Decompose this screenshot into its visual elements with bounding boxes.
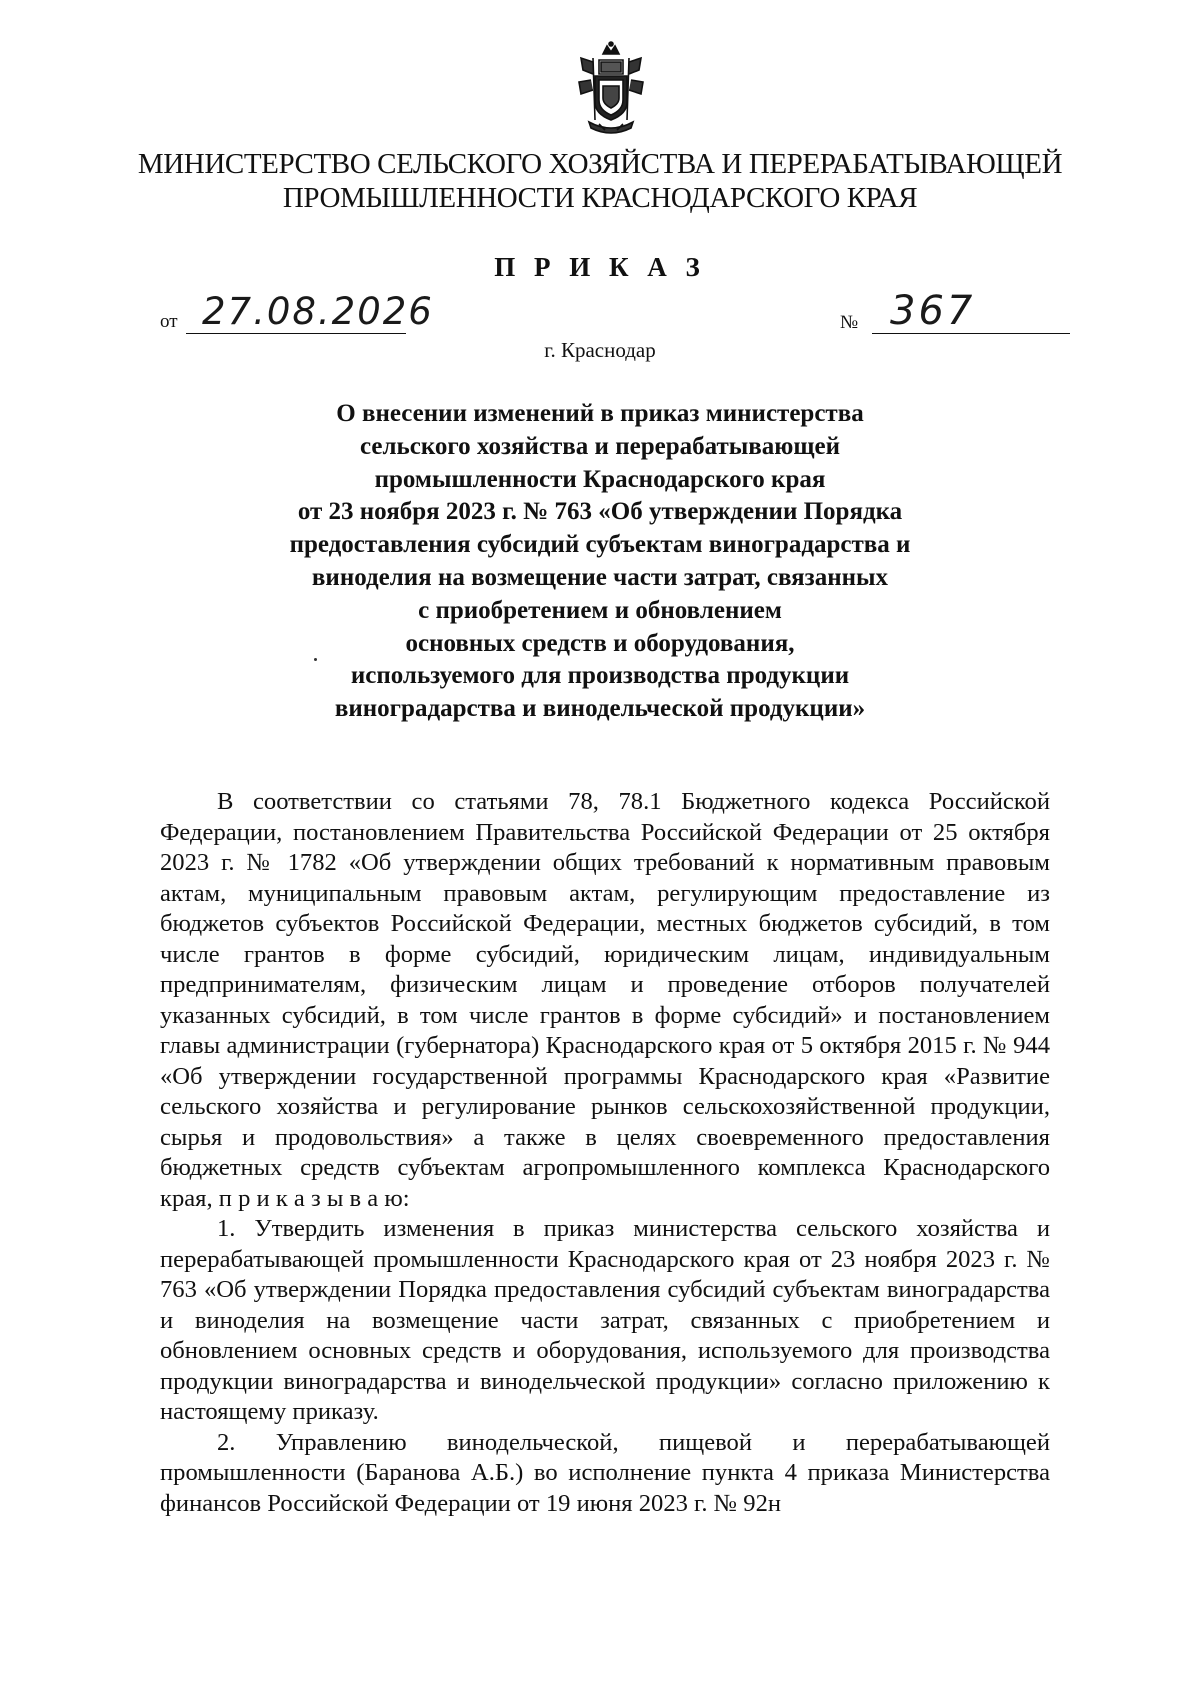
handwritten-number: 367 bbox=[890, 288, 976, 334]
clause-2-paragraph: 2. Управлению винодельческой, пищевой и перерабатывающей промышленности (Баранова А.Б.) во исполнение пункта 4 приказа Министерства финансов Российской Федерации от 19 июня 2023 г. № 92н bbox=[160, 1428, 1050, 1517]
city: г. Краснодар bbox=[544, 338, 656, 362]
number-prefix: № bbox=[840, 312, 859, 333]
handwritten-date: 27.08.2026 bbox=[202, 290, 434, 333]
title-line: сельского хозяйства и перерабатывающей bbox=[360, 432, 840, 460]
ministry-name-line-2: ПРОМЫШЛЕННОСТИ КРАСНОДАРСКОГО КРАЯ bbox=[282, 182, 918, 214]
date-underline bbox=[186, 333, 406, 334]
order-title bbox=[160, 398, 1040, 726]
title-line: от 23 ноября 2023 г. № 763 «Об утверждении Порядка bbox=[297, 498, 903, 526]
title-line: используемого для производства продукции bbox=[350, 662, 850, 690]
krasnodar-coat-of-arms-icon bbox=[577, 40, 645, 138]
title-line: предоставления субсидий субъектам виноградарства и bbox=[289, 531, 911, 559]
order-body bbox=[160, 787, 1050, 1519]
ministry-name bbox=[120, 147, 1080, 215]
clause-1-paragraph: 1. Утвердить изменения в приказ министерства сельского хозяйства и перерабатывающей промышленности Краснодарского края от 23 ноября 2023 г. № 763 «Об утверждении Порядка предоставления субсидий субъектам виноградарства и виноделия на возмещение части затрат, связанных с приобретением и обновлением основных средств и оборудования, используемого для производства продукции виноградарства и винодельческой продукции» согласно приложению к настоящему приказу. bbox=[160, 1215, 1050, 1425]
title-line: промышленности Краснодарского края bbox=[374, 465, 826, 493]
title-line: основных средств и оборудования, bbox=[405, 629, 795, 657]
title-line: О внесении изменений в приказ министерства bbox=[336, 400, 864, 427]
date-prefix: от bbox=[160, 311, 178, 332]
preamble-paragraph: В соответствии со статьями 78, 78.1 Бюджетного кодекса Российской Федерации, постановлением Правительства Российской Федерации от 25 октября 2023 г. № 1782 «Об утверждении общих требований к нормативным правовым актам, муниципальным правовым актам, регулирующим предоставление из бюджетов субъектов Российской Федерации, местных бюджетов субсидий, в том числе грантов в форме субсидий, юридическим лицам, индивидуальным предпринимателям, физическим лицам и проведение отборов получателей указанных субсидий, в том числе грантов в форме субсидий» и постановлением главы администрации (губернатора) Краснодарского края от 5 октября 2015 г. № 944 «Об утверждении государственной программы Краснодарского края «Развитие сельского хозяйства и регулирование рынков сельскохозяйственной продукции, сырья и продовольствия» а также в целях своевременного предоставления бюджетных средств субъектам агропромышленного комплекса Краснодарского края, п р и к а з ы в а ю: bbox=[160, 788, 1050, 1212]
title-line: с приобретением и обновлением bbox=[418, 596, 782, 624]
document-type-heading: П Р И К А З bbox=[494, 252, 706, 282]
scan-dot-mark bbox=[314, 658, 317, 661]
title-line: виноградарства и винодельческой продукции» bbox=[334, 695, 866, 723]
ministry-name-line-1: МИНИСТЕРСТВО СЕЛЬСКОГО ХОЗЯЙСТВА И ПЕРЕРАБАТЫВАЮЩЕЙ bbox=[137, 148, 1063, 180]
title-line: виноделия на возмещение части затрат, связанных bbox=[311, 563, 889, 591]
